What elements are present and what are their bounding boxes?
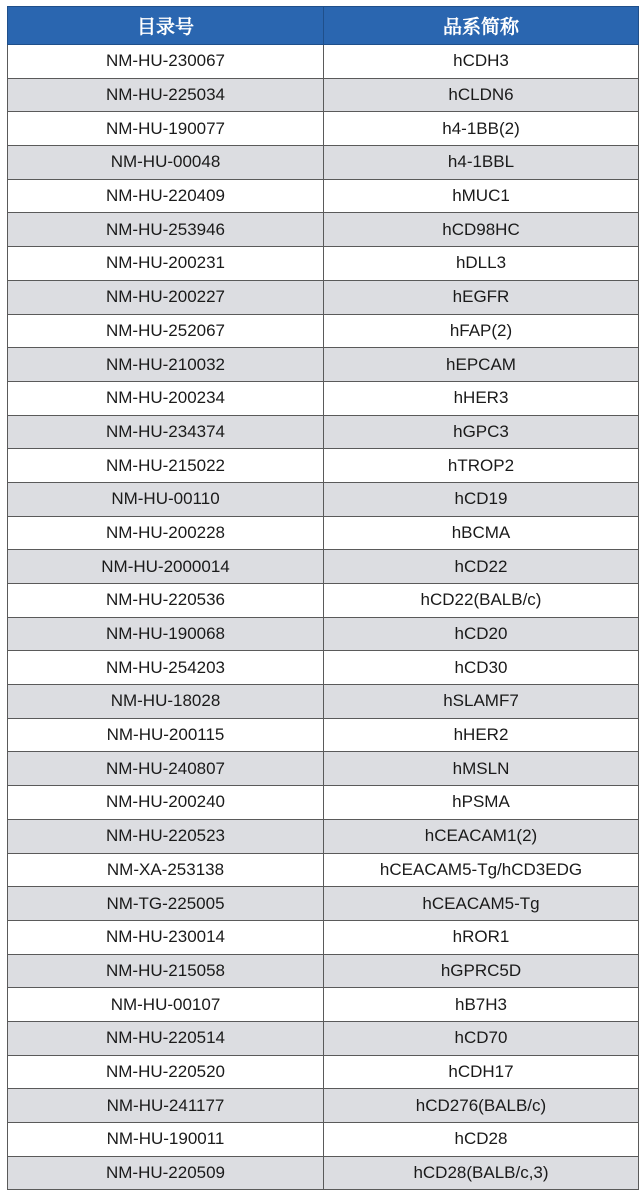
strain-name-cell: hCD22(BALB/c) (324, 584, 639, 618)
strain-name-cell: hCD22 (324, 550, 639, 584)
strain-name-cell: hCDH3 (324, 45, 639, 79)
table-row (8, 516, 639, 550)
catalog-number-cell: NM-HU-252067 (8, 314, 324, 348)
strain-name-cell: hFAP(2) (324, 314, 639, 348)
strain-name-cell: hPSMA (324, 786, 639, 820)
strain-name-cell: hEGFR (324, 280, 639, 314)
strain-name-cell: hBCMA (324, 516, 639, 550)
catalog-number-cell: NM-HU-253946 (8, 213, 324, 247)
catalog-number-cell: NM-HU-230014 (8, 920, 324, 954)
strain-name-cell: hROR1 (324, 920, 639, 954)
catalog-number-cell: NM-HU-220523 (8, 819, 324, 853)
table-row (8, 280, 639, 314)
catalog-number-cell: NM-XA-253138 (8, 853, 324, 887)
table-row (8, 718, 639, 752)
strain-name-cell: hCD28 (324, 1123, 639, 1157)
table-row (8, 45, 639, 79)
table-row (8, 449, 639, 483)
catalog-number-cell: NM-HU-00048 (8, 146, 324, 180)
catalog-number-cell: NM-HU-234374 (8, 415, 324, 449)
table-row (8, 1156, 639, 1190)
table-row (8, 685, 639, 719)
strain-name-cell: hCD98HC (324, 213, 639, 247)
catalog-number-cell: NM-HU-240807 (8, 752, 324, 786)
table-row (8, 247, 639, 281)
header-row (8, 7, 639, 45)
catalog-number-cell: NM-HU-190068 (8, 617, 324, 651)
table-row (8, 415, 639, 449)
strain-name-cell: hHER2 (324, 718, 639, 752)
strain-name-cell: hCD30 (324, 651, 639, 685)
strain-name-cell: hCD276(BALB/c) (324, 1089, 639, 1123)
table-row (8, 213, 639, 247)
table-row (8, 1021, 639, 1055)
strain-name-cell: hCD28(BALB/c,3) (324, 1156, 639, 1190)
table-row (8, 786, 639, 820)
catalog-number-cell: NM-HU-220536 (8, 584, 324, 618)
strain-name-cell: hGPC3 (324, 415, 639, 449)
catalog-number-cell: NM-HU-190077 (8, 112, 324, 146)
catalog-number-cell: NM-HU-220509 (8, 1156, 324, 1190)
table-row (8, 954, 639, 988)
catalog-number-cell: NM-HU-200227 (8, 280, 324, 314)
table-row (8, 314, 639, 348)
strain-name-cell: hCD70 (324, 1021, 639, 1055)
catalog-number-cell: NM-HU-230067 (8, 45, 324, 79)
table-row (8, 78, 639, 112)
table-row (8, 853, 639, 887)
header-catalog-number: 目录号 (8, 7, 324, 45)
table-row (8, 1055, 639, 1089)
strain-name-cell: hTROP2 (324, 449, 639, 483)
table-row (8, 1123, 639, 1157)
catalog-number-cell: NM-HU-225034 (8, 78, 324, 112)
catalog-number-cell: NM-HU-200240 (8, 786, 324, 820)
catalog-table (7, 6, 639, 1190)
table-header (8, 7, 639, 45)
catalog-number-cell: NM-HU-220514 (8, 1021, 324, 1055)
catalog-number-cell: NM-HU-2000014 (8, 550, 324, 584)
strain-name-cell: h4-1BBL (324, 146, 639, 180)
strain-name-cell: hSLAMF7 (324, 685, 639, 719)
catalog-number-cell: NM-HU-200228 (8, 516, 324, 550)
strain-name-cell: hHER3 (324, 381, 639, 415)
table-row (8, 617, 639, 651)
catalog-number-cell: NM-HU-200115 (8, 718, 324, 752)
catalog-number-cell: NM-HU-210032 (8, 348, 324, 382)
table-row (8, 651, 639, 685)
strain-name-cell: hMUC1 (324, 179, 639, 213)
strain-name-cell: hCD19 (324, 482, 639, 516)
table-row (8, 146, 639, 180)
strain-name-cell: hEPCAM (324, 348, 639, 382)
strain-name-cell: hMSLN (324, 752, 639, 786)
table-row (8, 988, 639, 1022)
catalog-number-cell: NM-TG-225005 (8, 887, 324, 921)
catalog-number-cell: NM-HU-215022 (8, 449, 324, 483)
catalog-number-cell: NM-HU-190011 (8, 1123, 324, 1157)
strain-name-cell: hCEACAM1(2) (324, 819, 639, 853)
strain-name-cell: h4-1BB(2) (324, 112, 639, 146)
table-body (8, 45, 639, 1190)
strain-name-cell: hCLDN6 (324, 78, 639, 112)
catalog-number-cell: NM-HU-200234 (8, 381, 324, 415)
strain-name-cell: hDLL3 (324, 247, 639, 281)
table-row (8, 381, 639, 415)
catalog-number-cell: NM-HU-200231 (8, 247, 324, 281)
strain-name-cell: hGPRC5D (324, 954, 639, 988)
catalog-number-cell: NM-HU-00107 (8, 988, 324, 1022)
catalog-number-cell: NM-HU-215058 (8, 954, 324, 988)
strain-name-cell: hCDH17 (324, 1055, 639, 1089)
catalog-number-cell: NM-HU-220520 (8, 1055, 324, 1089)
table-row (8, 819, 639, 853)
header-strain-name: 品系简称 (324, 7, 639, 45)
table-row (8, 584, 639, 618)
strain-name-cell: hCEACAM5-Tg/hCD3EDG (324, 853, 639, 887)
catalog-number-cell: NM-HU-220409 (8, 179, 324, 213)
table-row (8, 887, 639, 921)
table-row (8, 550, 639, 584)
catalog-number-cell: NM-HU-254203 (8, 651, 324, 685)
strain-name-cell: hCD20 (324, 617, 639, 651)
strain-name-cell: hB7H3 (324, 988, 639, 1022)
table-row (8, 348, 639, 382)
strain-name-cell: hCEACAM5-Tg (324, 887, 639, 921)
table-row (8, 920, 639, 954)
catalog-number-cell: NM-HU-241177 (8, 1089, 324, 1123)
table-row (8, 1089, 639, 1123)
table-row (8, 179, 639, 213)
table-row (8, 112, 639, 146)
catalog-table-container (7, 6, 638, 1190)
table-row (8, 482, 639, 516)
catalog-number-cell: NM-HU-18028 (8, 685, 324, 719)
catalog-number-cell: NM-HU-00110 (8, 482, 324, 516)
table-row (8, 752, 639, 786)
